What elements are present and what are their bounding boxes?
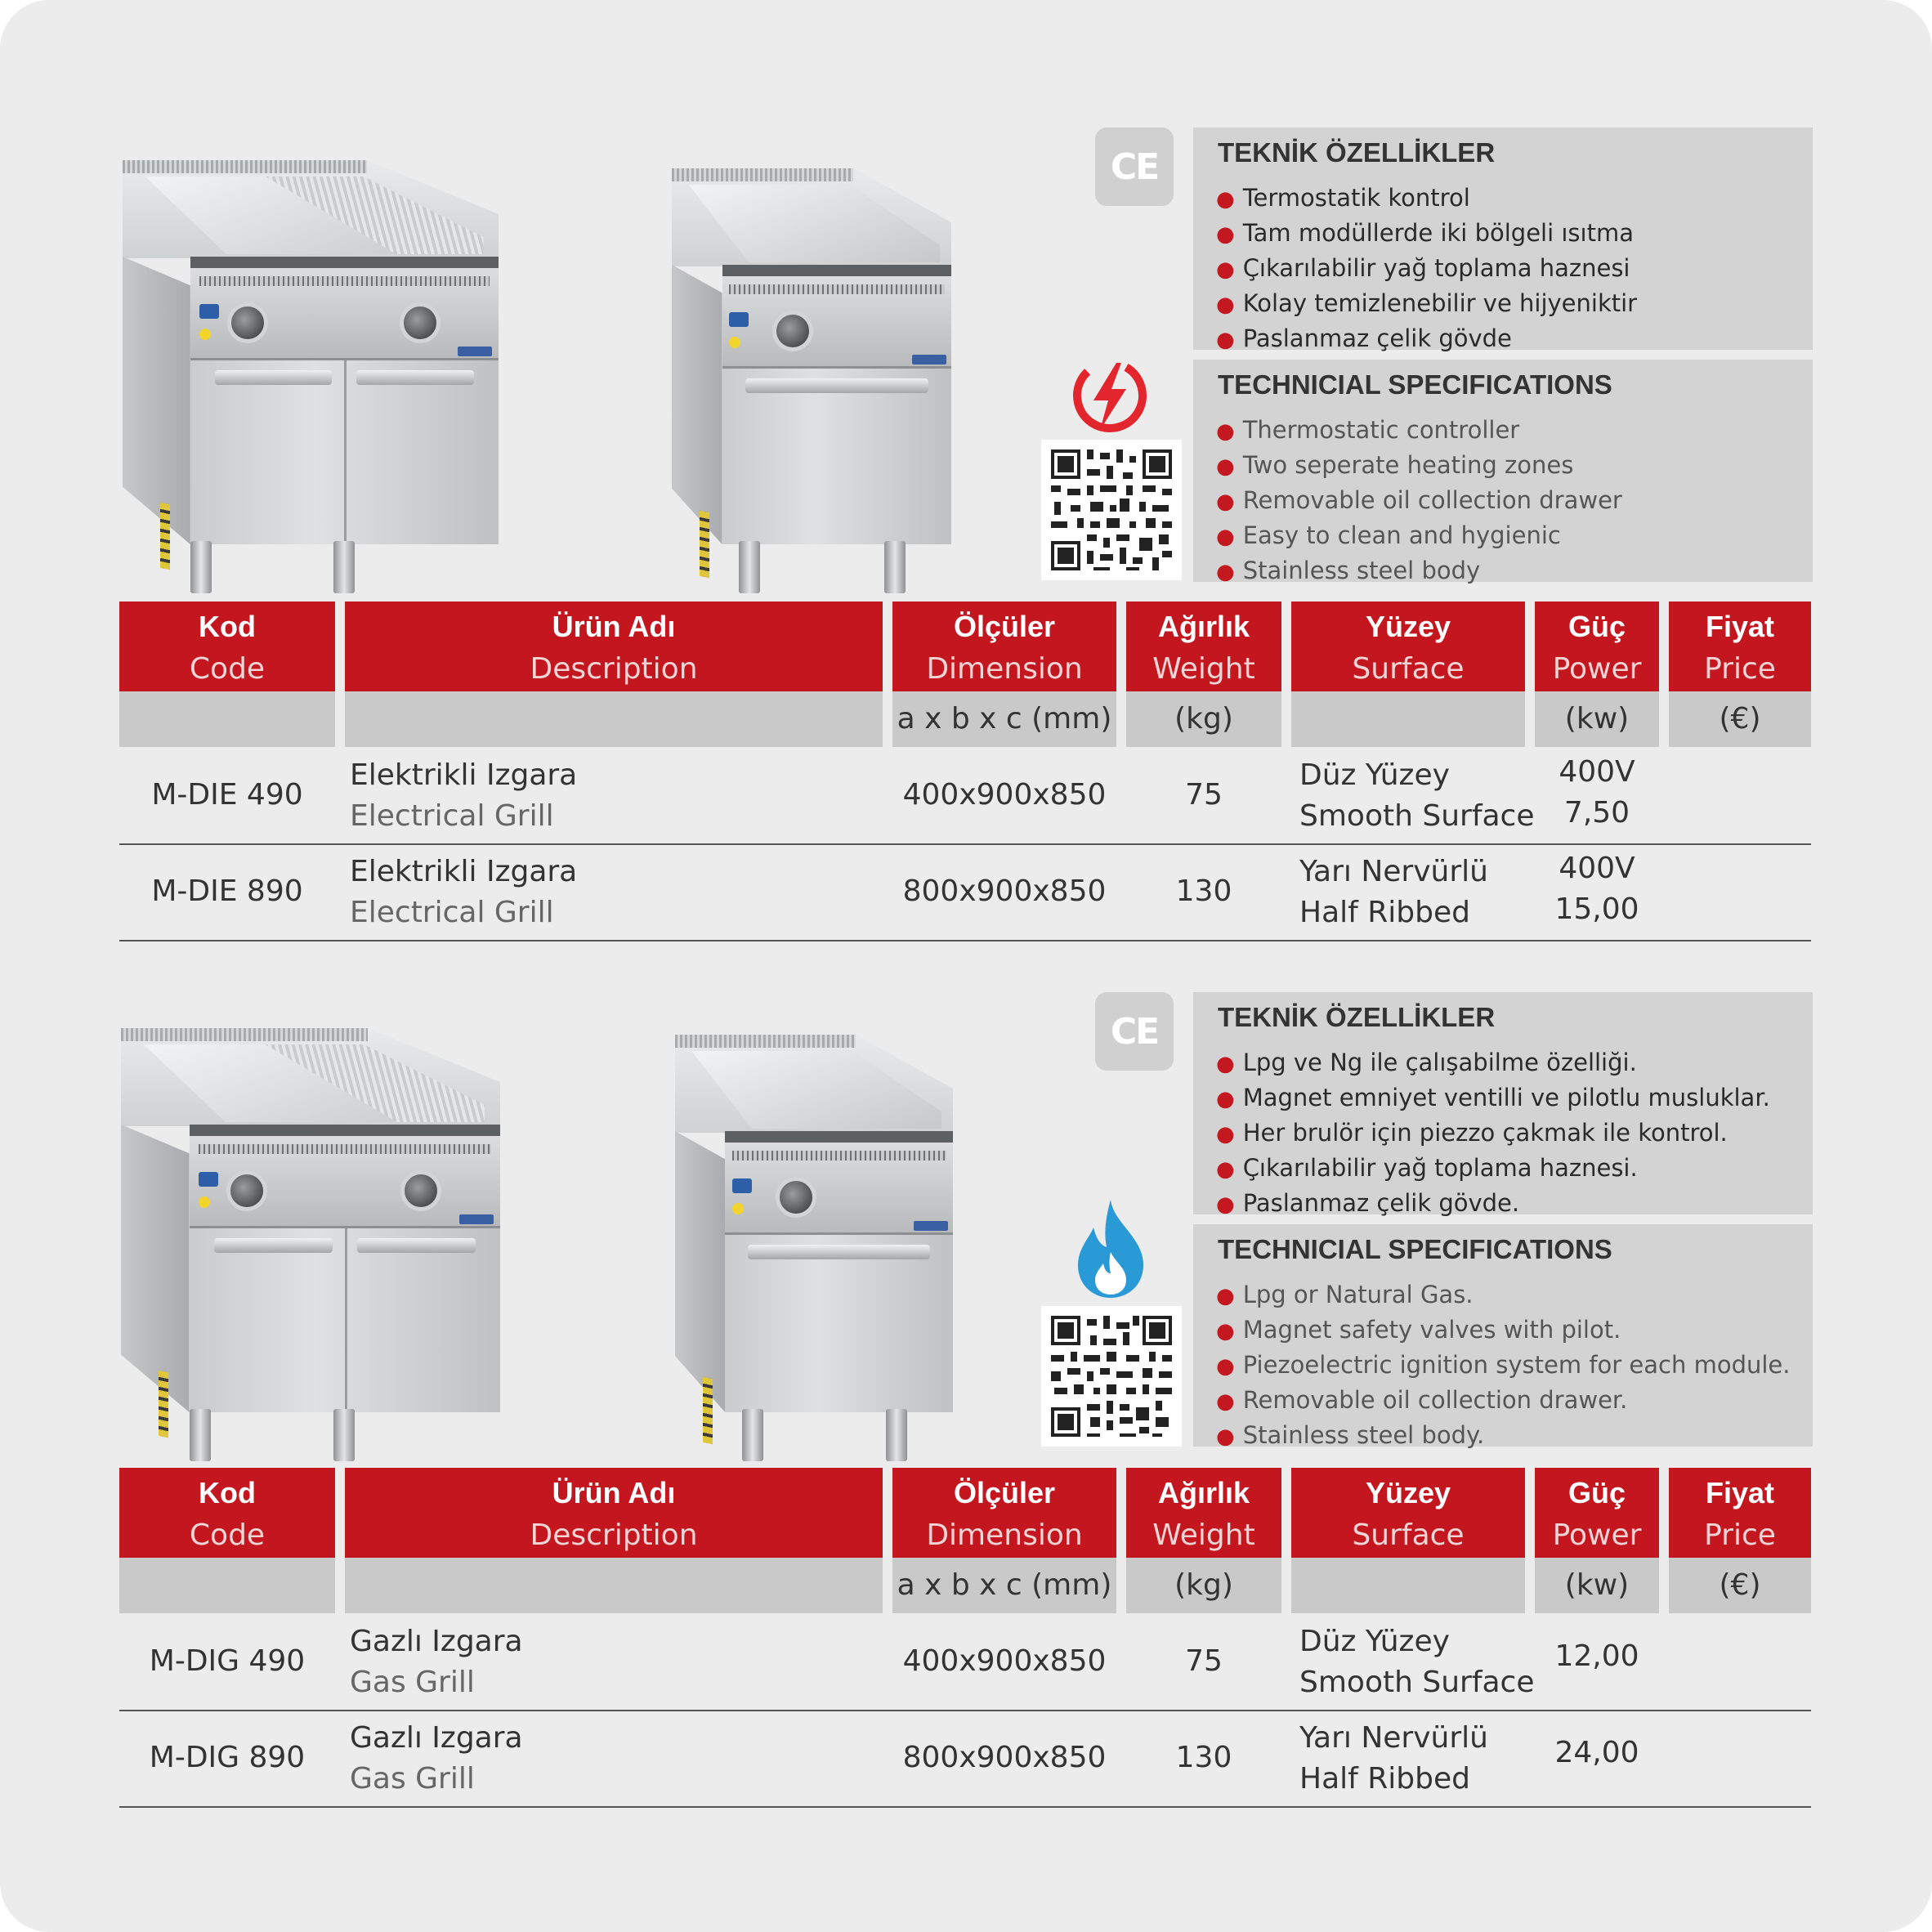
table-row xyxy=(119,747,1811,845)
header-surface: Yüzey Surface xyxy=(1291,1468,1525,1558)
header-description: Ürün Adı Description xyxy=(345,1468,883,1558)
unit-surface xyxy=(1291,691,1525,747)
cell-surface: Düz Yüzey Smooth Surface xyxy=(1299,758,1535,833)
cell-surface: Düz Yüzey Smooth Surface xyxy=(1299,1625,1535,1699)
features-en-list xyxy=(1216,1278,1790,1454)
header-dimension: Ölçüler Dimension xyxy=(892,1468,1116,1558)
header-surface: Yüzey Surface xyxy=(1291,602,1525,691)
product-image-single-gas-grill xyxy=(675,1035,953,1461)
header-weight: Ağırlık Weight xyxy=(1126,1468,1281,1558)
unit-price: (€) xyxy=(1669,1558,1811,1613)
cell-description: Gazlı Izgara Gas Grill xyxy=(350,1721,523,1796)
cell-power: 12,00 xyxy=(1554,1639,1639,1673)
features-en-title: TECHNICIAL SPECIFICATIONS xyxy=(1218,369,1612,400)
header-code: Kod Code xyxy=(119,1468,335,1558)
cell-power: 24,00 xyxy=(1554,1736,1639,1769)
list-item: ● Easy to clean and hygienic xyxy=(1216,521,1561,549)
unit-weight: (kg) xyxy=(1126,691,1281,747)
features-tr-box xyxy=(1193,992,1813,1217)
list-item: ● Stainless steel body. xyxy=(1216,1421,1485,1449)
header-code: Kod Code xyxy=(119,602,335,691)
unit-description xyxy=(345,691,883,747)
cell-dimension: 400x900x850 xyxy=(902,778,1107,812)
electric-grill-section xyxy=(0,0,1932,929)
list-item: ● Çıkarılabilir yağ toplama haznesi xyxy=(1216,254,1630,282)
cell-code: M-DIG 890 xyxy=(149,1741,306,1774)
electric-bolt-icon xyxy=(1069,355,1151,436)
cell-weight: 130 xyxy=(1175,874,1232,908)
product-image-double-gas-grill xyxy=(121,1028,500,1461)
header-dimension: Ölçüler Dimension xyxy=(892,602,1116,691)
table-row xyxy=(119,1613,1811,1711)
header-description: Ürün Adı Description xyxy=(345,602,883,691)
qr-code[interactable] xyxy=(1041,440,1182,580)
gas-grill-section xyxy=(0,865,1932,1796)
product-table-header xyxy=(0,1468,1932,1615)
unit-dimension: a x b x c (mm) xyxy=(892,1558,1116,1613)
list-item: ● Removable oil collection drawer xyxy=(1216,486,1622,514)
gas-flame-icon xyxy=(1074,1198,1147,1299)
cell-weight: 75 xyxy=(1185,778,1223,812)
list-item: ● Her brulör için piezzo çakmak ile kontrol. xyxy=(1216,1119,1728,1147)
list-item: ● Lpg or Natural Gas. xyxy=(1216,1281,1474,1308)
list-item: ● Piezoelectric ignition system for each module. xyxy=(1216,1351,1791,1379)
cell-weight: 130 xyxy=(1175,1741,1232,1774)
unit-code xyxy=(119,691,335,747)
cell-surface: Yarı Nervürlü Half Ribbed xyxy=(1299,1721,1488,1796)
list-item: ● Thermostatic controller xyxy=(1216,416,1520,444)
list-item: ● Magnet emniyet ventilli ve pilotlu musluklar. xyxy=(1216,1084,1770,1111)
header-price: Fiyat Price xyxy=(1669,1468,1811,1558)
list-item: ● Tam modüllerde iki bölgeli ısıtma xyxy=(1216,219,1634,247)
list-item: ● Çıkarılabilir yağ toplama haznesi. xyxy=(1216,1154,1638,1182)
cell-weight: 75 xyxy=(1185,1644,1223,1678)
unit-power: (kw) xyxy=(1535,691,1659,747)
unit-power: (kw) xyxy=(1535,1558,1659,1613)
list-item: ● Paslanmaz çelik gövde xyxy=(1216,324,1512,352)
unit-description xyxy=(345,1558,883,1613)
cell-price xyxy=(1669,1710,1811,1806)
unit-price: (€) xyxy=(1669,691,1811,747)
list-item: ● Paslanmaz çelik gövde. xyxy=(1216,1189,1520,1217)
features-tr-list xyxy=(1216,1046,1770,1222)
cell-price xyxy=(1669,747,1811,843)
list-item: ● Magnet safety valves with pilot. xyxy=(1216,1316,1621,1344)
list-item: ● Kolay temizlenebilir ve hijyeniktir xyxy=(1216,289,1638,317)
cell-code: M-DIE 890 xyxy=(151,874,303,908)
features-en-list xyxy=(1216,414,1622,589)
cell-code: M-DIG 490 xyxy=(149,1644,306,1678)
cell-description: Gazlı Izgara Gas Grill xyxy=(350,1625,523,1699)
product-image-single-electric-grill xyxy=(672,168,951,593)
cell-description: Elektrikli Izgara Electrical Grill xyxy=(350,855,578,929)
cell-dimension: 800x900x850 xyxy=(902,874,1107,908)
features-tr-title: TEKNİK ÖZELLİKLER xyxy=(1218,1002,1496,1032)
product-image-double-electric-grill xyxy=(123,160,499,593)
cell-surface: Yarı Nervürlü Half Ribbed xyxy=(1299,855,1488,929)
cell-dimension: 400x900x850 xyxy=(902,1644,1107,1678)
header-price: Fiyat Price xyxy=(1669,602,1811,691)
header-power: Güç Power xyxy=(1535,1468,1659,1558)
cell-price xyxy=(1669,1613,1811,1710)
unit-weight: (kg) xyxy=(1126,1558,1281,1613)
list-item: ● Removable oil collection drawer. xyxy=(1216,1386,1628,1414)
ce-mark-icon: CE xyxy=(1095,992,1174,1071)
cell-power: 400V 7,50 xyxy=(1559,755,1635,830)
cell-power: 400V 15,00 xyxy=(1554,852,1639,926)
features-tr-title: TEKNİK ÖZELLİKLER xyxy=(1218,137,1496,168)
cell-description: Elektrikli Izgara Electrical Grill xyxy=(350,758,578,833)
ce-mark-icon: CE xyxy=(1095,127,1174,206)
product-table-header xyxy=(0,602,1932,749)
unit-code xyxy=(119,1558,335,1613)
header-weight: Ağırlık Weight xyxy=(1126,602,1281,691)
list-item: ● Two seperate heating zones xyxy=(1216,451,1574,479)
list-item: ● Termostatik kontrol xyxy=(1216,184,1470,212)
list-item: ● Stainless steel body xyxy=(1216,557,1481,584)
qr-code[interactable] xyxy=(1041,1306,1182,1447)
features-en-box xyxy=(1193,1224,1813,1447)
cell-code: M-DIE 490 xyxy=(151,778,303,812)
unit-dimension: a x b x c (mm) xyxy=(892,691,1116,747)
features-tr-box xyxy=(1193,127,1813,350)
cell-dimension: 800x900x850 xyxy=(902,1741,1107,1774)
list-item: ● Lpg ve Ng ile çalışabilme özelliği. xyxy=(1216,1049,1637,1076)
features-en-title: TECHNICIAL SPECIFICATIONS xyxy=(1218,1234,1612,1264)
unit-surface xyxy=(1291,1558,1525,1613)
table-row xyxy=(119,1710,1811,1808)
features-tr-list xyxy=(1216,181,1637,357)
features-en-box xyxy=(1193,360,1813,582)
header-power: Güç Power xyxy=(1535,602,1659,691)
